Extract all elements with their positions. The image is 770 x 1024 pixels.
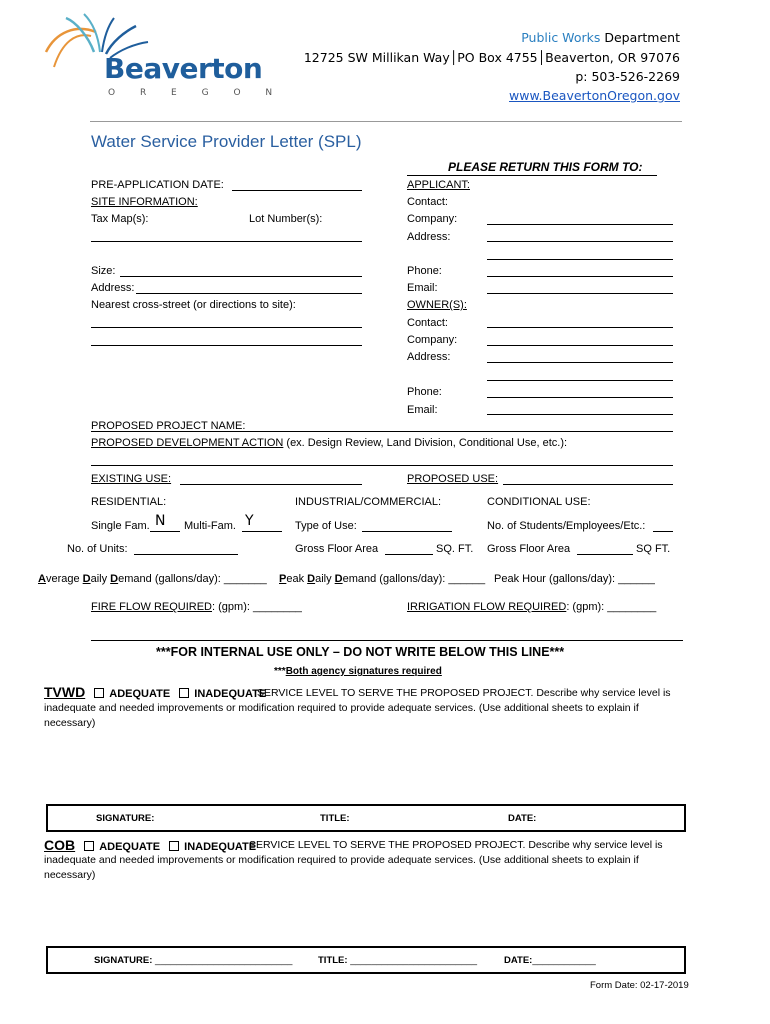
tax-maps-field[interactable] <box>91 241 362 242</box>
size-label: Size: <box>91 265 116 277</box>
fire-flow-unit: : (gpm): <box>212 601 250 613</box>
peak-1: eak <box>286 573 308 585</box>
cob-signature-box <box>46 946 686 974</box>
gfa2-unit: SQ FT. <box>636 543 671 555</box>
dev-action-line <box>91 437 567 449</box>
avg-demand-field[interactable]: _______ <box>223 573 267 585</box>
header-divider <box>90 121 682 122</box>
dept-line <box>521 30 680 45</box>
existing-use-field[interactable] <box>180 484 362 485</box>
applicant-phone-field[interactable] <box>487 276 673 277</box>
applicant-company-label: Company: <box>407 213 458 225</box>
return-underline <box>407 175 657 176</box>
cob-signature <box>94 955 292 966</box>
peak-hour <box>494 573 655 585</box>
logo-name: Beaverton <box>104 52 263 85</box>
industrial-label: INDUSTRIAL/COMMERCIAL: <box>295 496 442 508</box>
signature-note <box>274 666 442 677</box>
cob-date-label: DATE: <box>504 955 533 966</box>
owner-company-label: Company: <box>407 334 458 346</box>
tax-maps-label: Tax Map(s): <box>91 213 149 225</box>
single-fam-field[interactable] <box>150 531 180 532</box>
peak-daily-demand <box>279 573 485 585</box>
applicant-email-label: Email: <box>407 282 438 294</box>
single-fam-value[interactable]: N <box>155 513 166 529</box>
fire-flow <box>91 601 302 613</box>
owner-phone-label: Phone: <box>407 386 442 398</box>
cob-title-field[interactable]: ________________________ <box>350 955 478 966</box>
existing-use-label: EXISTING USE: <box>91 473 172 485</box>
gfa-label: Gross Floor Area <box>295 543 379 555</box>
cob-signature-label: SIGNATURE: <box>94 955 153 966</box>
gfa-field[interactable] <box>385 554 433 555</box>
avg-D2: D <box>110 573 119 585</box>
proposed-use-label: PROPOSED USE: <box>407 473 499 485</box>
signature-note-prefix: *** <box>274 666 286 677</box>
dev-action-field[interactable] <box>91 465 673 466</box>
avg-daily-demand <box>38 573 267 585</box>
cob-adequate-label: ADEQUATE <box>99 841 161 853</box>
dept-name-part1: Public Works <box>521 30 601 45</box>
units-label: No. of Units: <box>67 543 128 555</box>
cob-title <box>318 955 477 966</box>
logo-subtitle: O R E G O N <box>108 88 284 98</box>
type-of-use-label: Type of Use: <box>295 520 357 532</box>
cob-inadequate-label: INADEQUATE <box>184 841 257 853</box>
multi-fam-field[interactable] <box>242 531 282 532</box>
type-of-use-field[interactable] <box>362 531 452 532</box>
irrigation-unit: : (gpm): <box>566 601 605 613</box>
applicant-contact-label: Contact: <box>407 196 448 208</box>
applicant-company-field[interactable] <box>487 224 673 225</box>
cross-street-label: Nearest cross-street (or directions to site): <box>91 299 296 311</box>
dept-name-part2: Department <box>604 30 680 45</box>
gfa2-label: Gross Floor Area <box>487 543 571 555</box>
size-field[interactable] <box>120 276 362 277</box>
form-date: Form Date: 02-17-2019 <box>590 980 689 991</box>
return-heading: PLEASE RETURN THIS FORM TO: <box>448 160 643 174</box>
lot-numbers-label: Lot Number(s): <box>249 213 323 225</box>
fire-flow-field[interactable]: ________ <box>252 601 302 613</box>
gfa-unit: SQ. FT. <box>436 543 474 555</box>
applicant-email-field[interactable] <box>487 293 673 294</box>
peak-hour-label: Peak Hour (gallons/day): <box>494 573 616 585</box>
cross-street-field-1[interactable] <box>91 327 362 328</box>
cob-date <box>504 955 596 966</box>
applicant-address-field-1[interactable] <box>487 241 673 242</box>
cob-date-field[interactable]: ____________ <box>532 955 596 966</box>
tvwd-title-label[interactable]: TITLE: <box>320 813 350 824</box>
owner-address-field-2[interactable] <box>487 380 673 381</box>
avg-2: aily <box>90 573 111 585</box>
logo <box>36 12 286 102</box>
residential-label: RESIDENTIAL: <box>91 496 167 508</box>
cob-signature-field[interactable]: __________________________ <box>155 955 293 966</box>
dept-website-link[interactable]: www.BeavertonOregon.gov <box>509 88 680 103</box>
pre-app-date-label: PRE-APPLICATION DATE: <box>91 179 224 191</box>
multi-fam-value[interactable]: Y <box>245 513 254 529</box>
applicant-address-label: Address: <box>407 231 451 243</box>
owner-email-label: Email: <box>407 404 438 416</box>
owner-contact-label: Contact: <box>407 317 448 329</box>
pre-app-date-field[interactable] <box>232 190 362 191</box>
avg-D: D <box>82 573 91 585</box>
peak-demand-field[interactable]: ______ <box>448 573 486 585</box>
site-address-label: Address: <box>91 282 135 294</box>
multi-fam-label: Multi-Fam. <box>184 520 236 532</box>
fire-flow-label: FIRE FLOW REQUIRED <box>91 601 213 613</box>
owners-label: OWNER(S): <box>407 299 467 311</box>
avg-1: verage <box>45 573 83 585</box>
site-address-field[interactable] <box>136 293 362 294</box>
cob-agency: COB <box>44 837 76 853</box>
students-label: No. of Students/Employees/Etc.: <box>487 520 646 532</box>
signature-note-text: Both agency signatures required <box>285 666 442 677</box>
applicant-address-field-2[interactable] <box>487 259 673 260</box>
owner-address-field-1[interactable] <box>487 362 673 363</box>
owner-email-field[interactable] <box>487 414 673 415</box>
project-name-label: PROPOSED PROJECT NAME: <box>91 420 246 432</box>
tvwd-date-label[interactable]: DATE: <box>508 813 537 824</box>
tvwd-signature-box <box>46 804 686 832</box>
avg-3: emand (gallons/day): <box>118 573 221 585</box>
peak-D: D <box>307 573 316 585</box>
dept-phone: p: 503-526-2269 <box>575 69 680 84</box>
owner-phone-field[interactable] <box>487 397 673 398</box>
conditional-label: CONDITIONAL USE: <box>487 496 591 508</box>
peak-D2: D <box>334 573 343 585</box>
cob-title-label: TITLE: <box>318 955 348 966</box>
owner-company-field[interactable] <box>487 345 673 346</box>
cross-street-field-2[interactable] <box>91 345 362 346</box>
avg-A: A <box>38 573 46 585</box>
form-title: Water Service Provider Letter (SPL) <box>91 132 362 151</box>
irrigation-flow <box>407 601 656 613</box>
peak-P: P <box>279 573 287 585</box>
tvwd-agency: TVWD <box>44 684 86 700</box>
irrigation-label: IRRIGATION FLOW REQUIRED <box>407 601 567 613</box>
peak-2: aily <box>315 573 335 585</box>
dev-action-label: PROPOSED DEVELOPMENT ACTION <box>91 437 284 449</box>
tvwd-adequate-label: ADEQUATE <box>109 688 171 700</box>
internal-divider <box>91 640 683 641</box>
proposed-use-field[interactable] <box>503 484 673 485</box>
internal-heading: ***FOR INTERNAL USE ONLY – DO NOT WRITE BELOW THIS LINE*** <box>156 645 565 659</box>
dev-action-hint: (ex. Design Review, Land Division, Conditional Use, etc.): <box>286 437 568 449</box>
units-field[interactable] <box>134 554 238 555</box>
single-fam-label: Single Fam. <box>91 520 150 532</box>
tvwd-description: SERVICE LEVEL TO SERVE THE PROPOSED PROJECT. Describe why service level is inadequate and needed improvements or modification required to provide adequate services. (Use additional sheets to explain if necessary) <box>44 687 671 729</box>
owner-address-label: Address: <box>407 351 451 363</box>
owner-contact-field[interactable] <box>487 327 673 328</box>
dept-address: 12725 SW Millikan Way│PO Box 4755│Beaverton, OR 97076 <box>303 50 680 65</box>
applicant-phone-label: Phone: <box>407 265 442 277</box>
peak-hour-field[interactable]: ______ <box>618 573 655 585</box>
tvwd-signature-label[interactable]: SIGNATURE: <box>96 813 155 824</box>
irrigation-field[interactable]: ________ <box>607 601 657 613</box>
project-name-field[interactable] <box>91 431 673 432</box>
site-info-label: SITE INFORMATION: <box>91 196 198 208</box>
cob-description: SERVICE LEVEL TO SERVE THE PROPOSED PROJECT. Describe why service level is inadequate and needed improvements or modification required to provide adequate services. (Use additional sheets to explain if necessary) <box>44 839 663 881</box>
tvwd-inadequate-label: INADEQUATE <box>194 688 267 700</box>
students-field[interactable] <box>653 531 673 532</box>
applicant-label: APPLICANT: <box>407 179 470 191</box>
gfa2-field[interactable] <box>577 554 633 555</box>
peak-3: emand (gallons/day): <box>342 573 446 585</box>
